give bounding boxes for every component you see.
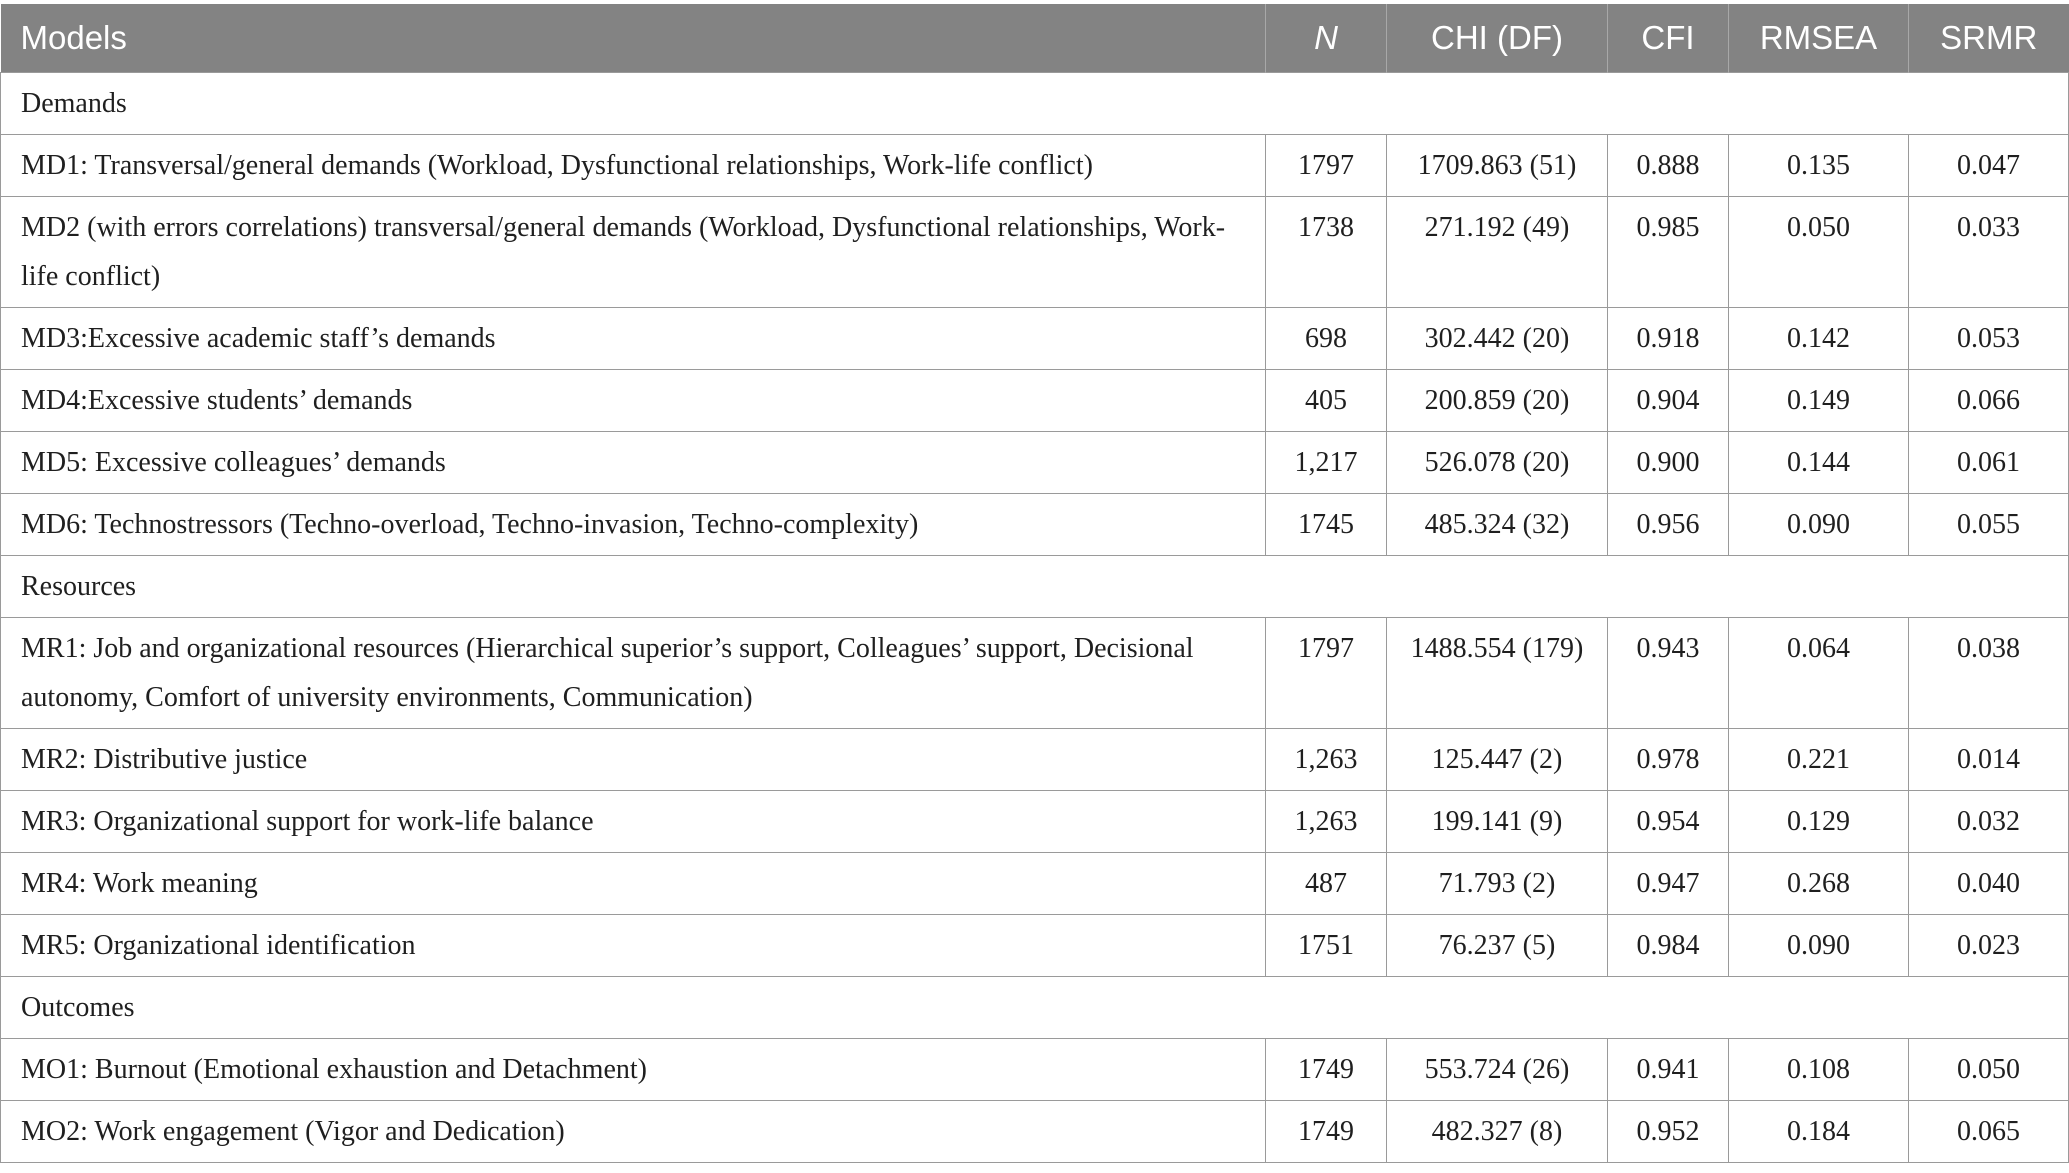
srmr-cell: 0.055 — [1909, 493, 2069, 555]
rmsea-cell: 0.268 — [1729, 852, 1909, 914]
rmsea-cell: 0.221 — [1729, 728, 1909, 790]
chi-cell: 1488.554 (179) — [1387, 617, 1608, 728]
srmr-cell: 0.040 — [1909, 852, 2069, 914]
section-row — [1, 976, 2069, 1038]
table-row — [1, 134, 2069, 196]
chi-cell: 485.324 (32) — [1387, 493, 1608, 555]
header-chi: CHI (DF) — [1387, 4, 1608, 72]
n-cell: 405 — [1266, 369, 1387, 431]
chi-cell: 125.447 (2) — [1387, 728, 1608, 790]
header-n: N — [1266, 4, 1387, 72]
rmsea-cell: 0.135 — [1729, 134, 1909, 196]
table-container — [0, 4, 2069, 1163]
model-cell: MR1: Job and organizational resources (Hierarchical superior’s support, Colleagues’ support, Decisional autonomy, Comfort of university environments, Communication) — [1, 617, 1266, 728]
rmsea-cell: 0.149 — [1729, 369, 1909, 431]
table-row — [1, 617, 2069, 728]
rmsea-cell: 0.108 — [1729, 1038, 1909, 1100]
chi-cell: 1709.863 (51) — [1387, 134, 1608, 196]
cfi-cell: 0.947 — [1608, 852, 1729, 914]
cfi-cell: 0.978 — [1608, 728, 1729, 790]
table-row — [1, 790, 2069, 852]
model-cell: MD3:Excessive academic staff’s demands — [1, 307, 1266, 369]
n-cell: 1797 — [1266, 134, 1387, 196]
section-title: Outcomes — [1, 976, 2069, 1038]
rmsea-cell: 0.144 — [1729, 431, 1909, 493]
cfi-cell: 0.941 — [1608, 1038, 1729, 1100]
table-row — [1, 307, 2069, 369]
section-row — [1, 72, 2069, 134]
header-cfi: CFI — [1608, 4, 1729, 72]
table-row — [1, 728, 2069, 790]
model-cell: MO1: Burnout (Emotional exhaustion and Detachment) — [1, 1038, 1266, 1100]
table-row — [1, 431, 2069, 493]
n-cell: 1749 — [1266, 1038, 1387, 1100]
rmsea-cell: 0.090 — [1729, 493, 1909, 555]
table-row — [1, 1100, 2069, 1162]
table-row — [1, 493, 2069, 555]
n-cell: 1,263 — [1266, 728, 1387, 790]
model-cell: MR3: Organizational support for work-life balance — [1, 790, 1266, 852]
model-cell: MD5: Excessive colleagues’ demands — [1, 431, 1266, 493]
cfi-cell: 0.984 — [1608, 914, 1729, 976]
model-cell: MD2 (with errors correlations) transversal/general demands (Workload, Dysfunctional relationships, Work-life conflict) — [1, 196, 1266, 307]
rmsea-cell: 0.184 — [1729, 1100, 1909, 1162]
n-cell: 1,217 — [1266, 431, 1387, 493]
srmr-cell: 0.032 — [1909, 790, 2069, 852]
header-row — [1, 4, 2069, 72]
cfi-cell: 0.904 — [1608, 369, 1729, 431]
cfi-cell: 0.918 — [1608, 307, 1729, 369]
rmsea-cell: 0.090 — [1729, 914, 1909, 976]
chi-cell: 200.859 (20) — [1387, 369, 1608, 431]
chi-cell: 482.327 (8) — [1387, 1100, 1608, 1162]
chi-cell: 271.192 (49) — [1387, 196, 1608, 307]
n-cell: 698 — [1266, 307, 1387, 369]
srmr-cell: 0.038 — [1909, 617, 2069, 728]
srmr-cell: 0.053 — [1909, 307, 2069, 369]
section-title: Resources — [1, 555, 2069, 617]
srmr-cell: 0.023 — [1909, 914, 2069, 976]
n-cell: 1745 — [1266, 493, 1387, 555]
model-cell: MR4: Work meaning — [1, 852, 1266, 914]
model-cell: MD1: Transversal/general demands (Workload, Dysfunctional relationships, Work-life conflict) — [1, 134, 1266, 196]
cfi-cell: 0.900 — [1608, 431, 1729, 493]
header-rmsea: RMSEA — [1729, 4, 1909, 72]
table-row — [1, 369, 2069, 431]
section-title: Demands — [1, 72, 2069, 134]
srmr-cell: 0.014 — [1909, 728, 2069, 790]
rmsea-cell: 0.064 — [1729, 617, 1909, 728]
cfi-cell: 0.888 — [1608, 134, 1729, 196]
srmr-cell: 0.061 — [1909, 431, 2069, 493]
chi-cell: 76.237 (5) — [1387, 914, 1608, 976]
cfi-cell: 0.985 — [1608, 196, 1729, 307]
chi-cell: 71.793 (2) — [1387, 852, 1608, 914]
model-cell: MR2: Distributive justice — [1, 728, 1266, 790]
chi-cell: 199.141 (9) — [1387, 790, 1608, 852]
table-row — [1, 196, 2069, 307]
srmr-cell: 0.065 — [1909, 1100, 2069, 1162]
srmr-cell: 0.050 — [1909, 1038, 2069, 1100]
n-cell: 1751 — [1266, 914, 1387, 976]
rmsea-cell: 0.142 — [1729, 307, 1909, 369]
header-models: Models — [1, 4, 1266, 72]
n-cell: 1,263 — [1266, 790, 1387, 852]
cfi-cell: 0.943 — [1608, 617, 1729, 728]
srmr-cell: 0.033 — [1909, 196, 2069, 307]
table-row — [1, 914, 2069, 976]
model-fit-table — [0, 4, 2069, 1163]
model-cell: MO2: Work engagement (Vigor and Dedication) — [1, 1100, 1266, 1162]
section-row — [1, 555, 2069, 617]
model-cell: MD6: Technostressors (Techno-overload, Techno-invasion, Techno-complexity) — [1, 493, 1266, 555]
table-row — [1, 852, 2069, 914]
header-srmr: SRMR — [1909, 4, 2069, 72]
chi-cell: 553.724 (26) — [1387, 1038, 1608, 1100]
cfi-cell: 0.956 — [1608, 493, 1729, 555]
n-cell: 1738 — [1266, 196, 1387, 307]
n-cell: 487 — [1266, 852, 1387, 914]
n-cell: 1749 — [1266, 1100, 1387, 1162]
n-cell: 1797 — [1266, 617, 1387, 728]
srmr-cell: 0.047 — [1909, 134, 2069, 196]
rmsea-cell: 0.050 — [1729, 196, 1909, 307]
model-cell: MD4:Excessive students’ demands — [1, 369, 1266, 431]
srmr-cell: 0.066 — [1909, 369, 2069, 431]
model-cell: MR5: Organizational identification — [1, 914, 1266, 976]
cfi-cell: 0.954 — [1608, 790, 1729, 852]
table-row — [1, 1038, 2069, 1100]
rmsea-cell: 0.129 — [1729, 790, 1909, 852]
cfi-cell: 0.952 — [1608, 1100, 1729, 1162]
chi-cell: 302.442 (20) — [1387, 307, 1608, 369]
chi-cell: 526.078 (20) — [1387, 431, 1608, 493]
